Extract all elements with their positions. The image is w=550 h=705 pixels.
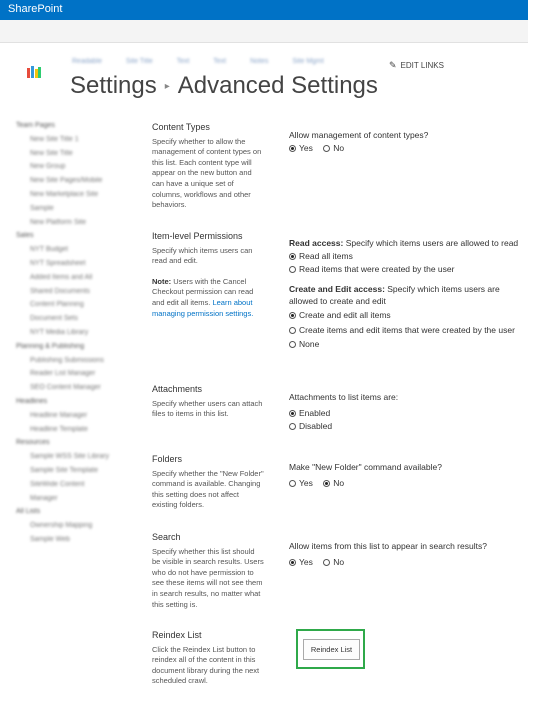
radio-icon[interactable] [289,423,296,430]
read-access-label: Read access: [289,238,344,248]
nav-item[interactable]: Planning & Publishing [16,342,85,350]
option-label: Yes [299,557,313,567]
nav-item[interactable]: Ownership Mapping [30,522,93,530]
nav-item[interactable]: New Platform Site [30,218,87,226]
breadcrumb-current: Advanced Settings [177,72,378,99]
torn-edge [528,0,550,705]
option-label: Yes [299,143,313,153]
read-all-option[interactable] [289,251,529,261]
radio-icon[interactable] [289,341,296,348]
suite-bar [0,0,528,20]
edit-none-option[interactable] [289,339,521,351]
nav-item[interactable]: Content Planning [30,301,84,309]
radio-icon[interactable] [289,480,296,487]
top-link[interactable]: Text [176,58,190,65]
section-search [152,532,264,610]
radio-selected-icon[interactable] [289,312,296,319]
edit-access-question: Specify which items users are allowed to create and edit [289,284,500,306]
nav-item[interactable]: All Lists [16,508,41,516]
option-label: Enabled [299,408,331,418]
option-label: Yes [299,478,313,488]
section-description: Specify whether users can attach files to items in this list. [152,398,263,419]
ribbon-bar [0,20,528,43]
nav-item[interactable]: Headline Manager [30,411,88,419]
note-label: Note: [152,276,172,286]
edit-access-label: Create and Edit access: [289,284,385,294]
section-description: Click the Reindex List button to reindex all of the content in this document library during the next scheduled crawl. [152,644,260,686]
nav-item[interactable]: NYT Spreadsheet [30,259,86,267]
folders-no-option[interactable] [323,478,344,488]
radio-selected-icon[interactable] [289,559,296,566]
attachments-enabled-option[interactable] [289,408,398,418]
nav-item[interactable]: Sample [30,204,54,212]
nav-item[interactable]: New Site Pages/Mobile [30,177,103,185]
edit-access-control [289,284,521,351]
section-heading: Attachments [152,384,203,394]
note-text: Users with the Cancel Checkout permission can read and edit all items. [152,276,254,307]
section-heading: Content Types [152,122,210,132]
folders-control [289,462,442,488]
nav-item[interactable]: Sales [16,232,34,240]
section-folders [152,454,264,511]
option-label: Create items and edit items that were created by the user [299,324,515,335]
section-item-permissions [152,231,264,319]
nav-item[interactable]: Headlines [16,397,48,405]
attachments-disabled-option[interactable] [289,421,398,431]
reindex-highlight [296,629,365,669]
nav-item[interactable]: Team Pages [16,122,55,129]
section-description: Specify whether this list should be visible in search results. Users who do not have permission to see these items will not see them in search results, no matter what this setting is. [152,546,264,609]
top-link[interactable]: Notes [250,58,269,65]
nav-item[interactable]: Document Sets [30,315,78,323]
edit-all-option[interactable] [289,310,521,322]
search-control [289,541,487,567]
content-types-question: Allow management of content types? [289,130,429,140]
nav-item[interactable]: SiteWide Content [30,480,85,488]
quick-launch [14,122,129,550]
reindex-list-button[interactable]: Reindex List [303,639,360,660]
section-heading: Reindex List [152,630,202,640]
section-description: Specify whether the "New Folder" command is available. Changing this setting does not affect existing folders. [152,468,264,510]
learn-more-link[interactable]: Learn about managing permission settings. [152,297,254,318]
radio-selected-icon[interactable] [323,480,330,487]
breadcrumb-settings[interactable]: Settings [70,72,157,99]
option-label: No [333,557,345,567]
section-content-types [152,122,264,211]
section-attachments [152,384,264,420]
top-nav-links [72,58,346,65]
content-types-no-option[interactable] [323,143,344,153]
attachments-control [289,392,398,431]
nav-item[interactable]: Manager [30,494,58,502]
section-heading: Folders [152,454,183,464]
radio-selected-icon[interactable] [289,145,296,152]
nav-item[interactable]: Added Items and All [30,273,93,281]
folders-yes-option[interactable] [289,478,313,488]
edit-links-button[interactable] [389,60,444,71]
option-label: No [333,478,345,488]
nav-item[interactable]: Sample Site Template [30,466,98,474]
nav-item[interactable]: Sample WSS Site Library [30,453,109,461]
section-heading: Item-level Permissions [152,231,243,241]
attachments-question: Attachments to list items are: [289,392,399,402]
section-description: Specify which items users can read and edit. [152,245,253,266]
search-yes-option[interactable] [289,557,313,567]
radio-selected-icon[interactable] [289,410,296,417]
edit-links-label: EDIT LINKS [400,61,444,70]
edit-own-option[interactable] [289,325,521,337]
top-link[interactable]: Site Mgmt [292,58,324,65]
radio-icon[interactable] [323,559,330,566]
read-own-option[interactable] [289,264,529,274]
read-access-question: Specify which items users are allowed to read [343,238,519,248]
option-label: Read items that were created by the user [299,264,455,274]
brand-label[interactable]: SharePoint [8,3,63,15]
content-types-yes-option[interactable] [289,143,313,153]
section-heading: Search [152,532,181,542]
nav-item[interactable]: Shared Documents [30,287,90,295]
radio-icon[interactable] [289,266,296,273]
nav-item[interactable]: SEO Content Manager [30,384,101,392]
option-label: Disabled [299,421,333,431]
radio-icon[interactable] [289,327,296,334]
section-reindex [152,630,264,687]
content-types-control [289,130,428,153]
top-link[interactable]: Text [213,58,227,65]
section-description: Specify whether to allow the management of content types on this list. Each content type will appear on the new button and can have a unique set of columns, workflows and other behaviors. [152,136,262,210]
nav-item[interactable]: New Group [30,163,66,171]
option-label: Read all items [299,251,353,261]
page-title [70,72,378,100]
nav-item[interactable]: Resources [16,439,50,447]
nav-item[interactable]: New Site Title 1 [30,135,79,143]
top-link[interactable]: Readable [72,58,102,65]
option-label: None [299,339,320,349]
breadcrumb-separator-icon: ▸ [164,81,170,93]
nav-item[interactable]: Publishing Submissions [30,356,104,364]
nav-item[interactable]: New Marketplace Site [30,190,99,198]
option-label: Create and edit all items [299,310,391,320]
nav-item[interactable]: NYT Budget [30,246,69,254]
search-no-option[interactable] [323,557,344,567]
nav-item[interactable]: NYT Media Library [30,328,89,336]
search-question: Allow items from this list to appear in search results? [289,541,487,551]
nav-item[interactable]: Reader List Manager [30,370,96,378]
read-access-control [289,238,529,274]
site-logo-icon[interactable] [26,64,42,82]
option-label: No [333,143,345,153]
radio-selected-icon[interactable] [289,253,296,260]
radio-icon[interactable] [323,145,330,152]
permissions-note [152,277,264,319]
nav-item[interactable]: Sample Web [30,535,70,543]
folders-question: Make "New Folder" command available? [289,462,442,472]
pencil-icon: ✎ [389,60,397,70]
top-link[interactable]: Site Title [125,58,153,65]
nav-item[interactable]: New Site Title [30,149,73,157]
nav-item[interactable]: Headline Template [30,425,88,433]
